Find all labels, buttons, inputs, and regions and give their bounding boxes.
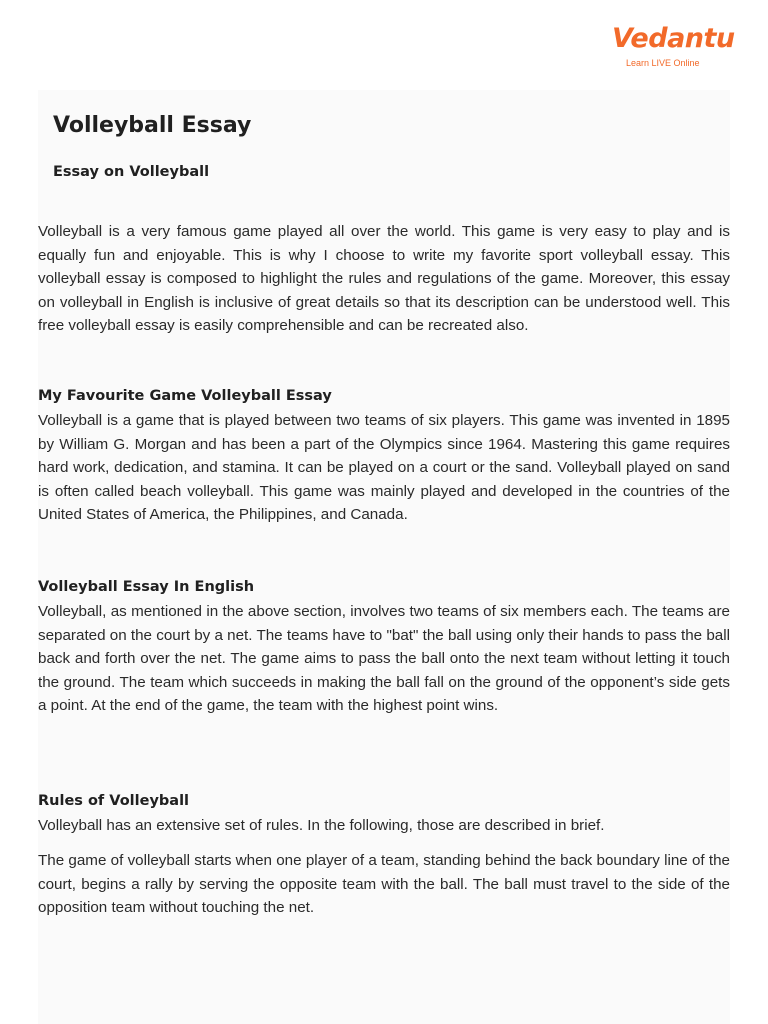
section-heading-essay-in-english: Volleyball Essay In English: [38, 579, 255, 595]
section-paragraph-favourite-game: Volleyball is a game that is played between two teams of six players. This game was invented in 1895 by William G. Morgan and has been a part of the Olympics since 1964. Mastering this game requires hard work, dedication, and stamina. It can be played on a court or the sand. Volleyball played on sand is often called beach volleyball. This game was mainly played and developed in the countries of the United States of America, the Philippines, and Canada.: [38, 412, 730, 523]
section-heading-favourite-game: My Favourite Game Volleyball Essay: [38, 388, 332, 404]
page-title: Volleyball Essay: [53, 113, 252, 138]
page-header: [0, 0, 768, 90]
logo-tagline: Learn LIVE Online: [626, 58, 700, 68]
intro-paragraph: Volleyball is a very famous game played all over the world. This game is very easy to play and is equally fun and enjoyable. This is why I choose to write my favorite sport volleyball essay. This volleyball essay is composed to highlight the rules and regulations of the game. Moreover, this essay on volleyball in English is inclusive of great details so that its description can be understood well. This free volleyball essay is easily comprehensible and can be recreated also.: [38, 223, 730, 334]
section-paragraph-rules-serve: The game of volleyball starts when one player of a team, standing behind the back boundary line of the court, begins a rally by serving the opposite team with the ball. The ball must travel to the side of the opposition team without touching the net.: [38, 852, 730, 916]
logo-wordmark: Vedantu: [612, 23, 735, 54]
vedantu-logo[interactable]: [612, 22, 735, 72]
section-heading-rules: Rules of Volleyball: [38, 793, 190, 809]
section-paragraph-essay-in-english: Volleyball, as mentioned in the above section, involves two teams of six members each. The teams are separated on the court by a net. The teams have to "bat" the ball using only their hands to pass the ball back and forth over the net. The game aims to pass the ball onto the next team without letting it touch the ground. The team which succeeds in making the ball fall on the ground of the opponent’s side gets a point. At the end of the game, the team with the highest point wins.: [38, 603, 730, 714]
section-paragraph-rules-intro: Volleyball has an extensive set of rules. In the following, those are described in brief.: [38, 817, 605, 834]
page-subtitle: Essay on Volleyball: [53, 164, 210, 180]
essay-content: [38, 90, 730, 1024]
